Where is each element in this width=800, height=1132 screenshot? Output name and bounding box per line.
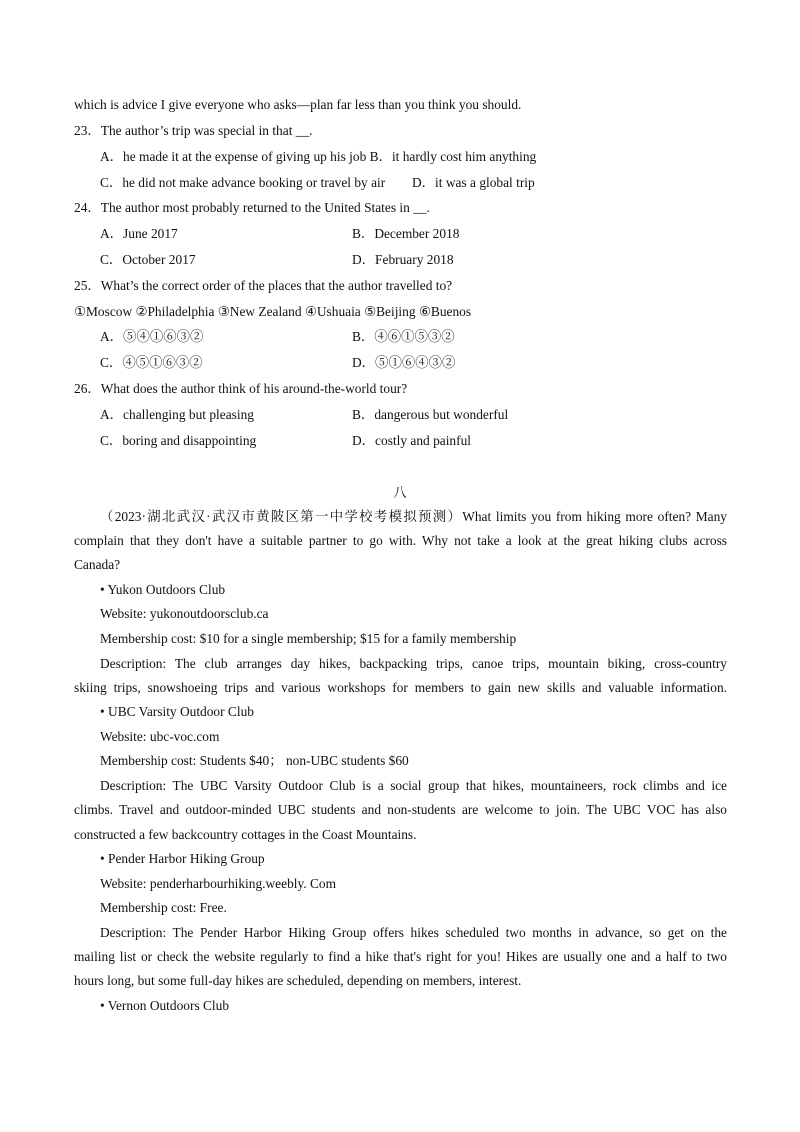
club-desc-pender-2: mailing list or check the website regularly to find a hike that's right for you! Hikes are usually one and a half to two: [74, 949, 727, 964]
q25-option-a: A．⑤④①⑥③②: [100, 329, 204, 344]
q25-option-b: B．④⑥①⑤③②: [352, 329, 455, 344]
q26-stem: 26．What does the author think of his around-the-world tour?: [74, 381, 408, 396]
intro-line-3: Canada?: [74, 557, 121, 572]
club-desc-ubc-3: constructed a few backcountry cottages in the Coast Mountains.: [74, 827, 417, 842]
club-desc-yukon-1: Description: The club arranges day hikes, backpacking trips, canoe trips, mountain biking, cross-country: [100, 656, 727, 671]
q23-options-ab: A．he made it at the expense of giving up his job B．it hardly cost him anything: [100, 149, 537, 164]
club-desc-pender-3: hours long, but some full-day hikes are scheduled, depending on members, interest.: [74, 973, 522, 988]
q24-option-c: C．October 2017: [100, 252, 196, 267]
club-website-ubc: Website: ubc-voc.com: [100, 729, 220, 744]
intro-line-1: （2023·湖北武汉·武汉市黄陂区第一中学校考模拟预测）What limits you from hiking more often? Many: [100, 509, 727, 524]
q25-option-c: C．④⑤①⑥③②: [100, 355, 203, 370]
q25-option-d: D．⑤①⑥④③②: [352, 355, 456, 370]
club-desc-pender-1: Description: The Pender Harbor Hiking Group offers hikes scheduled two months in advance, so get on the: [100, 925, 727, 940]
q23-option-c: C．he did not make advance booking or travel by air: [100, 175, 386, 190]
q24-option-d: D．February 2018: [352, 252, 454, 267]
q26-option-d: D．costly and painful: [352, 433, 472, 448]
club-website-yukon: Website: yukonoutdoorsclub.ca: [100, 606, 269, 621]
club-name-ubc: • UBC Varsity Outdoor Club: [100, 704, 254, 719]
q26-option-a: A．challenging but pleasing: [100, 407, 254, 422]
q23-option-d: D．it was a global trip: [412, 175, 535, 190]
club-desc-yukon-2: skiing trips, snowshoeing trips and various workshops for members to gain new skills and valuable information.: [74, 680, 727, 695]
q25-stem: 25．What’s the correct order of the places that the author travelled to?: [74, 278, 453, 293]
section-heading: 八: [393, 485, 407, 500]
q25-places: ①Moscow ②Philadelphia ③New Zealand ④Ushuaia ⑤Beijing ⑥Buenos: [74, 304, 472, 319]
club-name-yukon: • Yukon Outdoors Club: [100, 582, 226, 597]
club-desc-ubc-1: Description: The UBC Varsity Outdoor Club is a social group that hikes, mountaineers, rock climbs and ice: [100, 778, 727, 793]
q26-option-b: B．dangerous but wonderful: [352, 407, 509, 422]
prev-passage-line: which is advice I give everyone who asks—plan far less than you think you should.: [74, 97, 522, 112]
club-name-vernon: • Vernon Outdoors Club: [100, 998, 230, 1013]
q24-option-a: A．June 2017: [100, 226, 178, 241]
club-cost-ubc: Membership cost: Students $40； non-UBC students $60: [100, 753, 409, 768]
intro-line-2: complain that they don't have a suitable partner to go with. Why not take a look at the great hiking clubs across: [74, 533, 727, 548]
club-website-pender: Website: penderharbourhiking.weebly. Com: [100, 876, 337, 891]
club-name-pender: • Pender Harbor Hiking Group: [100, 851, 265, 866]
q24-stem: 24．The author most probably returned to the United States in __.: [74, 200, 430, 215]
club-cost-yukon: Membership cost: $10 for a single membership; $15 for a family membership: [100, 631, 517, 646]
q24-option-b: B．December 2018: [352, 226, 460, 241]
club-desc-ubc-2: climbs. Travel and outdoor-minded UBC students and non-students are welcome to join. The UBC VOC has also: [74, 802, 727, 817]
club-cost-pender: Membership cost: Free.: [100, 900, 227, 915]
q26-option-c: C．boring and disappointing: [100, 433, 257, 448]
q23-stem: 23．The author’s trip was special in that __.: [74, 123, 313, 138]
